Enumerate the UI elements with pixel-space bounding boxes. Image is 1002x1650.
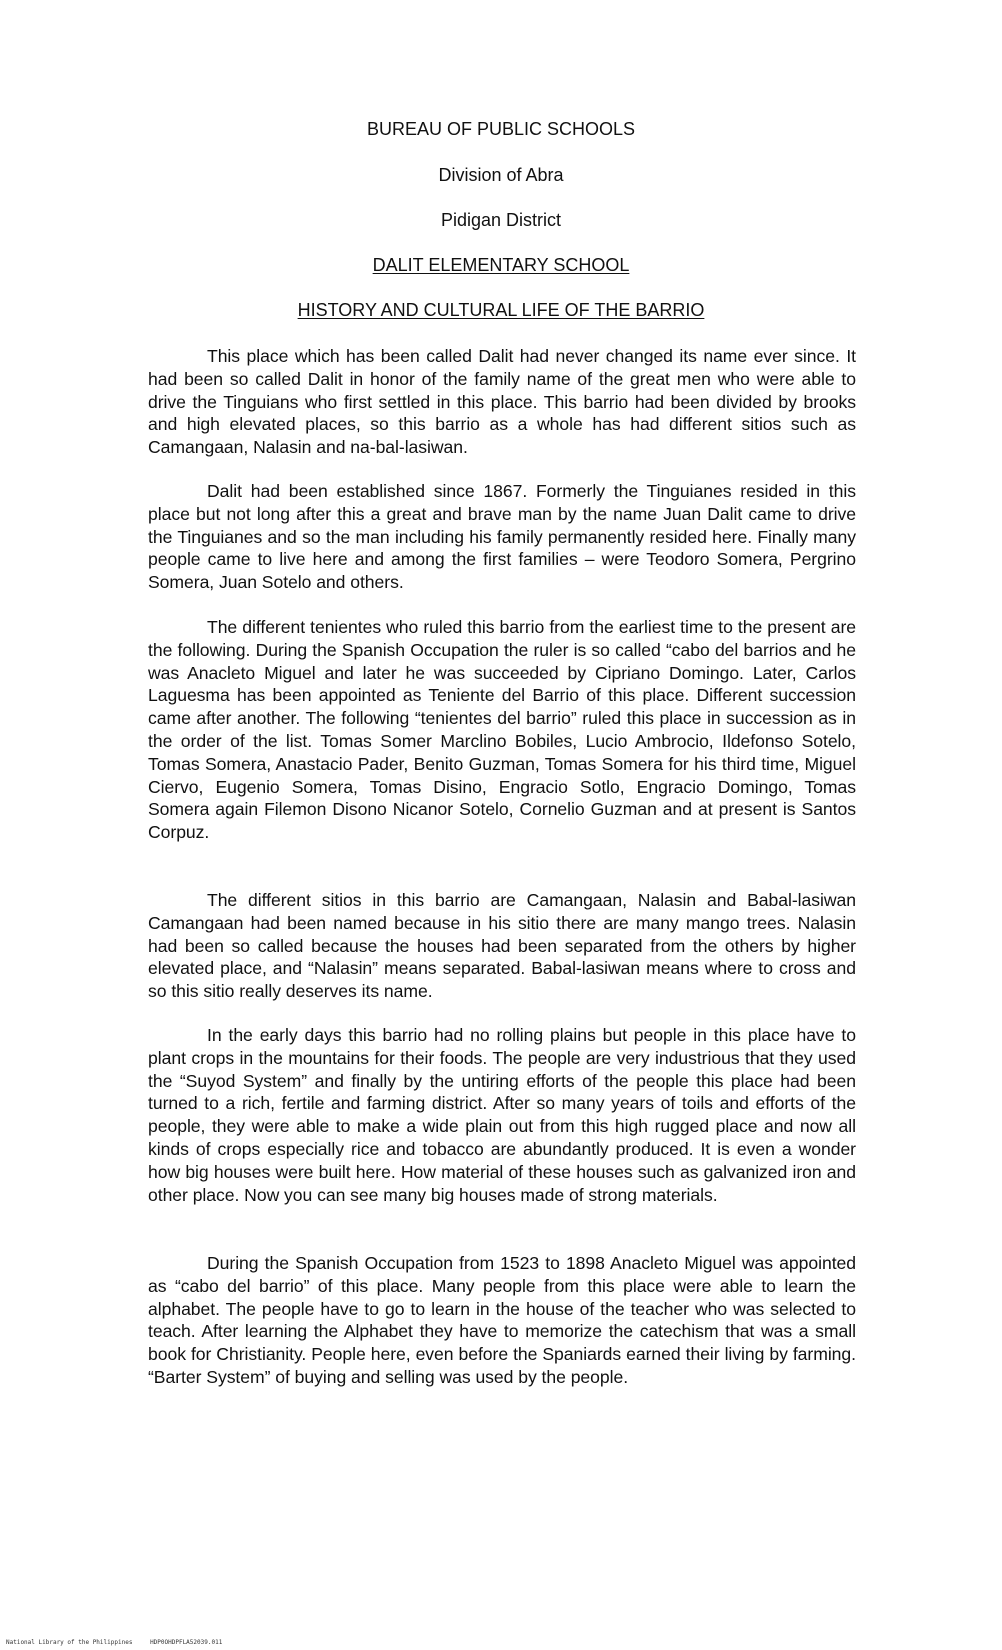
archive-footer — [6, 1639, 222, 1646]
paragraph-name-origin: This place which has been called Dalit had never changed its name ever since. It had been so called Dalit in honor of the family name of the great men who were able to drive the Tinguians who first settled in this place. This barrio had been divided by brooks and high elevated places, so this barrio as a whole has had different sitios such as Camangaan, Nalasin and na-bal-lasiwan. — [148, 346, 856, 458]
footer-library: National Library of the Philippines — [6, 1639, 133, 1646]
school-heading: DALIT ELEMENTARY SCHOOL — [372, 255, 630, 275]
division-heading: Division of Abra — [438, 165, 564, 185]
paragraph-sitios: The different sitios in this barrio are Camangaan, Nalasin and Babal-lasiwan Camangaan had been named because in his sitio there are many mango trees. Nalasin had been so called because the houses had been separated from the others by higher elevated place, and “Nalasin” means separated. Babal-lasiwan means where to cross and so this sitio really deserves its name. — [148, 890, 856, 1002]
paragraph-establishment: Dalit had been established since 1867. Formerly the Tinguianes resided in this place but not long after this a great and brave man by the name Juan Dalit came to drive the Tinguianes and so the man including his family permanently resided here. Finally many people came to live here and among the first families – were Teodoro Somera, Pergrino Somera, Juan Sotelo and others. — [148, 481, 856, 593]
bureau-heading: BUREAU OF PUBLIC SCHOOLS — [366, 119, 636, 139]
district-heading: Pidigan District — [440, 210, 562, 230]
paragraph-early-days: In the early days this barrio had no rolling plains but people in this place have to plant crops in the mountains for their foods. The people are very industrious that they used the “Suyod System” and finally by the untiring efforts of the people this place had been turned to a rich, fertile and farming district. After so many years of toils and efforts of the people, they were able to make a wide plain out from this high rugged place and now all kinds of crops especially rice and tobacco are abundantly produced. It is even a wonder how big houses were built here. How material of these houses such as galvanized iron and other place. Now you can see many big houses made of strong materials. — [148, 1025, 856, 1205]
paragraph-tenientes: The different tenientes who ruled this barrio from the earliest time to the present are the following. During the Spanish Occupation the ruler is so called “cabo del barrios and he was Anacleto Miguel and later he was succeeded by Cipriano Domingo. Later, Carlos Laguesma has been appointed as Teniente del Barrio of this place. Different succession came after another. The following “tenientes del barrio” ruled this place in succession as in the order of the list. Tomas Somer Marclino Bobiles, Lucio Ambrocio, Ildefonso Sotelo, Tomas Somera, Anastacio Pader, Benito Guzman, Tomas Somera for his third time, Miguel Ciervo, Eugenio Somera, Tomas Disino, Engracio Sotlo, Engracio Domingo, Tomas Somera again Filemon Disono Nicanor Sotelo, Cornelio Guzman and at present is Santos Corpuz. — [148, 617, 856, 843]
paragraph-spanish-occupation: During the Spanish Occupation from 1523 to 1898 Anacleto Miguel was appointed as “cabo del barrio” of this place. Many people from this place were able to learn the alphabet. The people have to go to learn in the house of the teacher who was selected to teach. After learning the Alphabet they have to memorize the catechism that was a small book for Christianity. People here, even before the Spaniards earned their living by farming. “Barter System” of buying and selling was used by the people. — [148, 1253, 856, 1387]
document-title: HISTORY AND CULTURAL LIFE OF THE BARRIO — [297, 300, 705, 320]
footer-code: HDP0OHDPFLA52039.011 — [150, 1639, 223, 1646]
